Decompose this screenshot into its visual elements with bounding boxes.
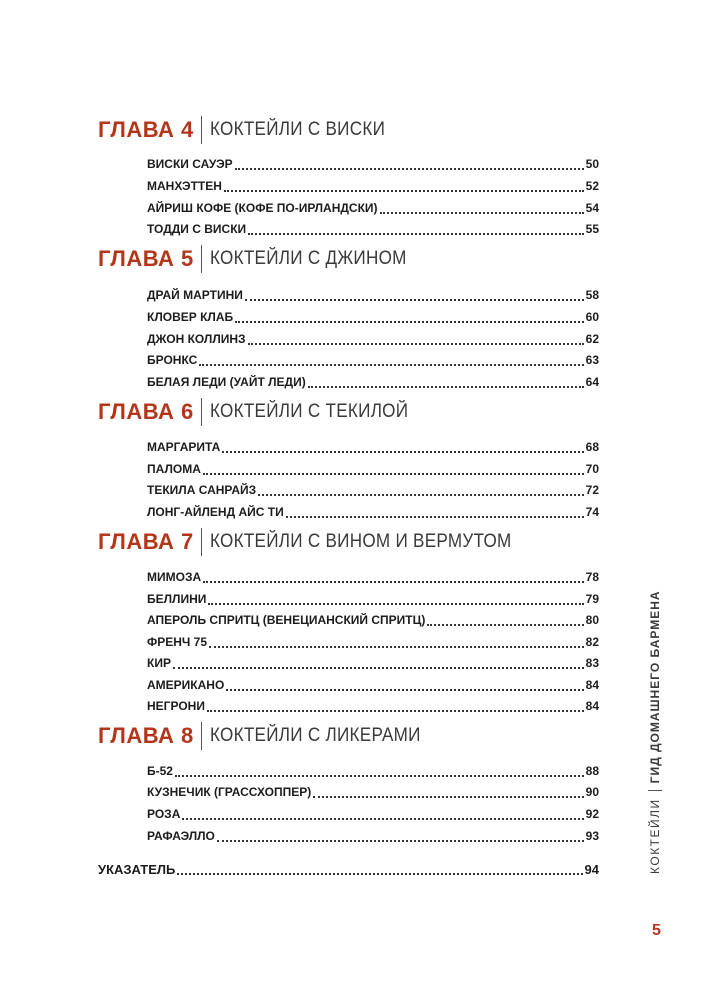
- dot-leader: [235, 309, 584, 323]
- toc-entry-title: БЕЛЛИНИ: [147, 592, 207, 606]
- toc-index-entry[interactable]: [98, 859, 599, 877]
- toc-entry-page: 52: [585, 179, 599, 193]
- running-header-divider: [648, 790, 662, 791]
- dot-leader: [258, 482, 583, 496]
- dot-leader: [182, 806, 583, 820]
- toc-entry[interactable]: [147, 459, 599, 477]
- page-number: 5: [652, 922, 661, 939]
- toc-entry-page: 93: [585, 829, 599, 843]
- toc-entry-title: ФРЕНЧ 75: [147, 635, 208, 649]
- toc-entry-title: МАНХЭТТЕН: [147, 179, 222, 193]
- dot-leader: [313, 784, 583, 798]
- dot-leader: [427, 612, 583, 626]
- toc-entry-title: МАРГАРИТА: [147, 440, 221, 454]
- toc-entry-title: НЕГРОНИ: [147, 699, 205, 713]
- toc-entry-title: ДЖОН КОЛЛИНЗ: [147, 332, 246, 346]
- toc-entry-page: 94: [584, 862, 599, 877]
- toc-entry-title: АМЕРИКАНО: [147, 678, 225, 692]
- toc-entry[interactable]: [147, 761, 599, 779]
- toc-entry[interactable]: [147, 307, 599, 325]
- chapter-7-heading: [98, 528, 603, 556]
- chapter-divider: [201, 398, 202, 426]
- toc-entry-page: 55: [585, 222, 599, 236]
- toc-entry-page: 78: [585, 570, 599, 584]
- dot-leader: [173, 655, 584, 669]
- dot-leader: [203, 461, 584, 475]
- toc-entry-page: 54: [585, 201, 599, 215]
- chapter-5-title: КОКТЕЙЛИ С ДЖИНОМ: [209, 248, 407, 269]
- dot-leader: [308, 374, 584, 388]
- toc-entry-title: КУЗНЕЧИК (ГРАССХОППЕР): [147, 785, 312, 799]
- toc-entry-page: 70: [585, 462, 599, 476]
- toc-entry-title: ВИСКИ САУЭР: [147, 157, 233, 171]
- chapter-6-title: КОКТЕЙЛИ С ТЕКИЛОЙ: [209, 401, 409, 422]
- toc-entry-page: 84: [585, 678, 599, 692]
- dot-leader: [208, 591, 583, 605]
- toc-entry[interactable]: [147, 350, 599, 368]
- toc-entry-page: 72: [585, 483, 599, 497]
- toc-entry-title: БЕЛАЯ ЛЕДИ (УАЙТ ЛЕДИ): [147, 375, 306, 389]
- book-subtitle: ГИД ДОМАШНЕГО БАРМЕНА: [648, 590, 662, 784]
- toc-entry-page: 80: [585, 613, 599, 627]
- toc-entry-title: Б-52: [147, 764, 173, 778]
- dot-leader: [224, 178, 584, 192]
- toc-entry[interactable]: [147, 372, 599, 390]
- toc-entry-title: БРОНКС: [147, 353, 198, 367]
- chapter-4-heading: [98, 116, 603, 144]
- chapter-divider: [201, 116, 202, 144]
- toc-entry-title: ТОДДИ С ВИСКИ: [147, 222, 247, 236]
- toc-entry-title: АЙРИШ КОФЕ (КОФЕ ПО-ИРЛАНДСКИ): [147, 201, 378, 215]
- toc-entry-title: ТЕКИЛА САНРАЙЗ: [147, 483, 257, 497]
- dot-leader: [380, 200, 584, 214]
- chapter-6-heading: [98, 398, 603, 426]
- toc-entry-title: ЛОНГ-АЙЛЕНД АЙС ТИ: [147, 505, 284, 519]
- book-title: КОКТЕЙЛИ: [648, 798, 662, 874]
- dot-leader: [245, 287, 584, 301]
- dot-leader: [177, 861, 582, 875]
- toc-entry-title: ПАЛОМА: [147, 462, 201, 476]
- chapter-5-heading: [98, 245, 603, 273]
- toc-entry-page: 83: [585, 656, 599, 670]
- chapter-divider: [201, 245, 202, 273]
- toc-entry-page: 63: [585, 353, 599, 367]
- toc-entry[interactable]: [147, 610, 599, 628]
- toc-entry[interactable]: [147, 480, 599, 498]
- chapter-8-label: ГЛАВА 8: [98, 723, 194, 748]
- chapter-7-title: КОКТЕЙЛИ С ВИНОМ И ВЕРМУТОМ: [209, 531, 512, 552]
- dot-leader: [217, 828, 584, 842]
- toc-entry[interactable]: [147, 653, 599, 671]
- toc-entry-title: КЛОВЕР КЛАБ: [147, 310, 234, 324]
- toc-entry[interactable]: [147, 782, 599, 800]
- toc-entry[interactable]: [147, 567, 599, 585]
- toc-entry-page: 82: [585, 635, 599, 649]
- toc-entry-title: АПЕРОЛЬ СПРИТЦ (ВЕНЕЦИАНСКИЙ СПРИТЦ): [147, 613, 426, 627]
- toc-entry[interactable]: [147, 589, 599, 607]
- toc-entry-page: 64: [585, 375, 599, 389]
- chapter-divider: [201, 722, 202, 750]
- chapter-7-label: ГЛАВА 7: [98, 529, 194, 554]
- toc-entry[interactable]: [147, 502, 599, 520]
- toc-entry[interactable]: [147, 285, 599, 303]
- toc-entry[interactable]: [147, 176, 599, 194]
- toc-entry[interactable]: [147, 198, 599, 216]
- toc-entry-title: РОЗА: [147, 807, 181, 821]
- dot-leader: [203, 569, 584, 583]
- toc-entry-page: 68: [585, 440, 599, 454]
- toc-entry[interactable]: [147, 632, 599, 650]
- dot-leader: [209, 634, 584, 648]
- chapter-5-label: ГЛАВА 5: [98, 246, 194, 271]
- toc-entry[interactable]: [147, 696, 599, 714]
- chapter-6-label: ГЛАВА 6: [98, 399, 194, 424]
- chapter-8-title: КОКТЕЙЛИ С ЛИКЕРАМИ: [209, 725, 421, 746]
- toc-entry[interactable]: [147, 675, 599, 693]
- toc-entry[interactable]: [147, 154, 599, 172]
- toc-entry-page: 90: [585, 785, 599, 799]
- toc-entry-page: 74: [585, 505, 599, 519]
- dot-leader: [235, 156, 584, 170]
- toc-entry-title: КИР: [147, 656, 171, 670]
- chapter-4-label: ГЛАВА 4: [98, 117, 194, 142]
- toc-entry[interactable]: [147, 329, 599, 347]
- toc-entry-page: 62: [585, 332, 599, 346]
- dot-leader: [226, 677, 583, 691]
- dot-leader: [175, 763, 584, 777]
- dot-leader: [207, 698, 584, 712]
- dot-leader: [248, 221, 583, 235]
- toc-entry-title: УКАЗАТЕЛЬ: [98, 862, 176, 877]
- running-header-vertical: [648, 590, 662, 874]
- toc-entry[interactable]: [147, 219, 599, 237]
- toc-entry-page: 50: [585, 157, 599, 171]
- toc-entry-title: ДРАЙ МАРТИНИ: [147, 288, 243, 302]
- chapter-4-title: КОКТЕЙЛИ С ВИСКИ: [209, 119, 385, 140]
- chapter-8-heading: [98, 722, 603, 750]
- dot-leader: [248, 331, 584, 345]
- toc-entry[interactable]: [147, 826, 599, 844]
- dot-leader: [286, 504, 584, 518]
- toc-entry-page: 79: [585, 592, 599, 606]
- toc-entry-page: 84: [585, 699, 599, 713]
- toc-entry-page: 92: [585, 807, 599, 821]
- dot-leader: [222, 439, 583, 453]
- chapter-divider: [201, 528, 202, 556]
- toc-entry-page: 60: [585, 310, 599, 324]
- dot-leader: [199, 352, 583, 366]
- toc-entry-page: 58: [585, 288, 599, 302]
- toc-entry-title: МИМОЗА: [147, 570, 202, 584]
- toc-entry-page: 88: [585, 764, 599, 778]
- toc-entry[interactable]: [147, 804, 599, 822]
- toc-entry-title: РАФАЭЛЛО: [147, 829, 215, 843]
- toc-entry[interactable]: [147, 437, 599, 455]
